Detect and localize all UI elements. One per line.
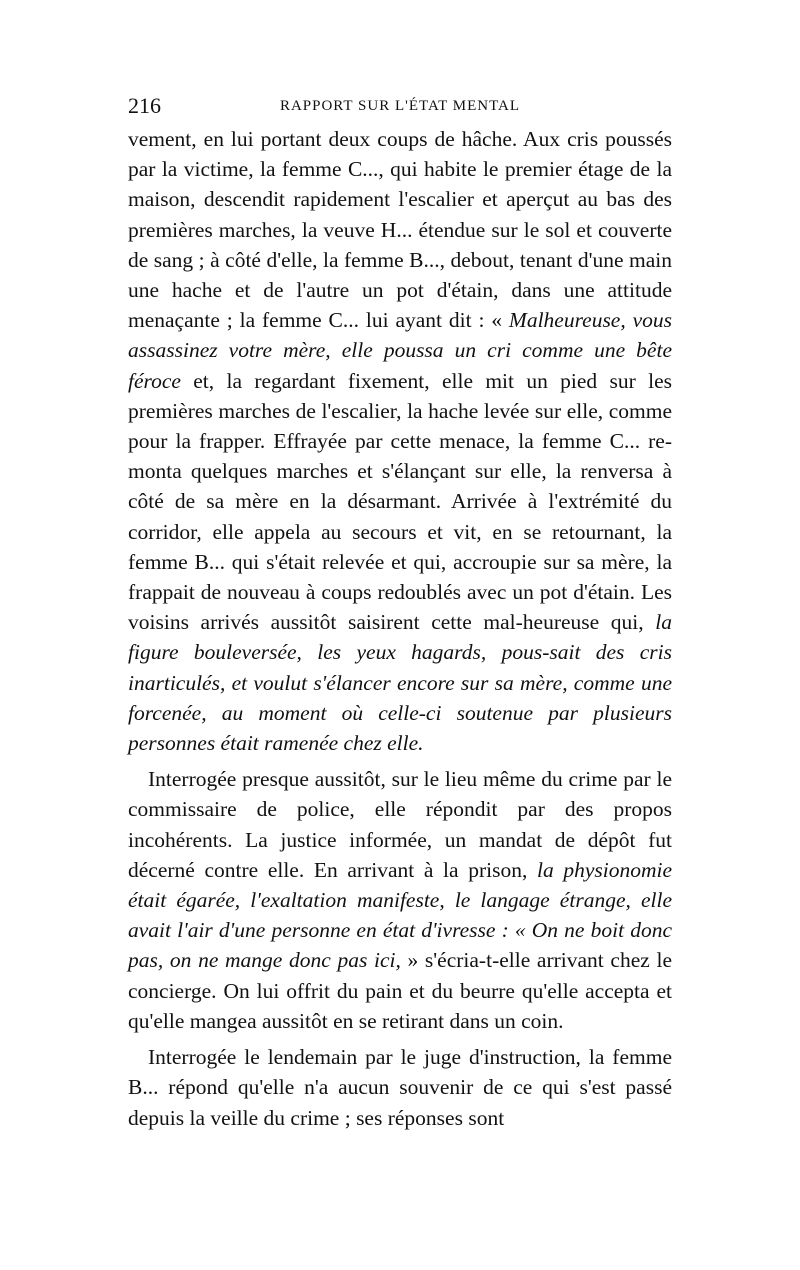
italic-text-segment: la figure bouleversée, les yeux hagards, pous-sait des cris inarticulés, et voulut s'élancer encore sur sa mère, comme une forcenée, au moment où celle-ci soutenue par plusieurs personnes était ramenée chez elle. [128,610,672,756]
text-segment: vement, en lui portant deux coups de hâche. Aux cris poussés par la victime, la femme C..., qui habite le premier étage de la maison, descendit rapidement l'escalier et aperçut au bas des premières marches, la veuve H... étendue sur le sol et couverte de sang ; à côté d'elle, la femme B..., debout, tenant d'une main une hache et de l'autre un pot d'étain, dans une attitude menaçante ; la femme C... lui ayant dit : « [128,127,672,333]
running-title: RAPPORT SUR L'ÉTAT MENTAL [279,98,521,114]
text-segment: et, la regardant fixement, elle mit un pied sur les premières marches de l'escalier, la hache levée sur elle, comme pour la frapper. Effrayée par cette menace, la femme C... re-monta quelques marches et s'élançant sur elle, la renversa à côté de sa mère en la désarmant. Arrivée à l'extrémité du corridor, elle appela au secours et vit, en se retournant, la femme B... qui s'était relevée et qui, accroupie sur sa mère, la frappait de nouveau à coups redoublés avec un pot d'étain. Les voisins arrivés aussitôt saisirent cette mal-heureuse qui, [128,368,672,635]
italic-text-segment: Malheureuse, vous assassinez votre mère, elle poussa un cri comme une bête féroce [128,308,673,393]
paragraph [128,764,672,1036]
page-number: 216 [128,93,161,118]
text-segment: Interrogée le lendemain par le juge d'instruction, la femme B... répond qu'elle n'a aucun souvenir de ce qui s'est passé depuis la veille du crime ; ses réponses sont [128,1045,672,1130]
paragraph [128,124,672,758]
page-header [128,94,672,118]
paragraph [128,1042,672,1133]
text-segment: Interrogée presque aussitôt, sur le lieu même du crime par le commissaire de police, elle répondit par des propos incohérents. La justice informée, un mandat de dépôt fut décerné contre elle. En arrivant à la prison, [128,767,672,882]
body-text [128,124,672,1133]
italic-text-segment: la physionomie était égarée, l'exaltation manifeste, le langage étrange, elle avait l'air d'une personne en état d'ivresse : « On ne boit donc pas, on ne mange donc pas ici, [128,857,673,973]
text-segment: » s'écria-t-elle arrivant chez le concierge. On lui offrit du pain et du beurre qu'elle accepta et qu'elle mangea aussitôt en se retirant dans un coin. [128,948,672,1033]
